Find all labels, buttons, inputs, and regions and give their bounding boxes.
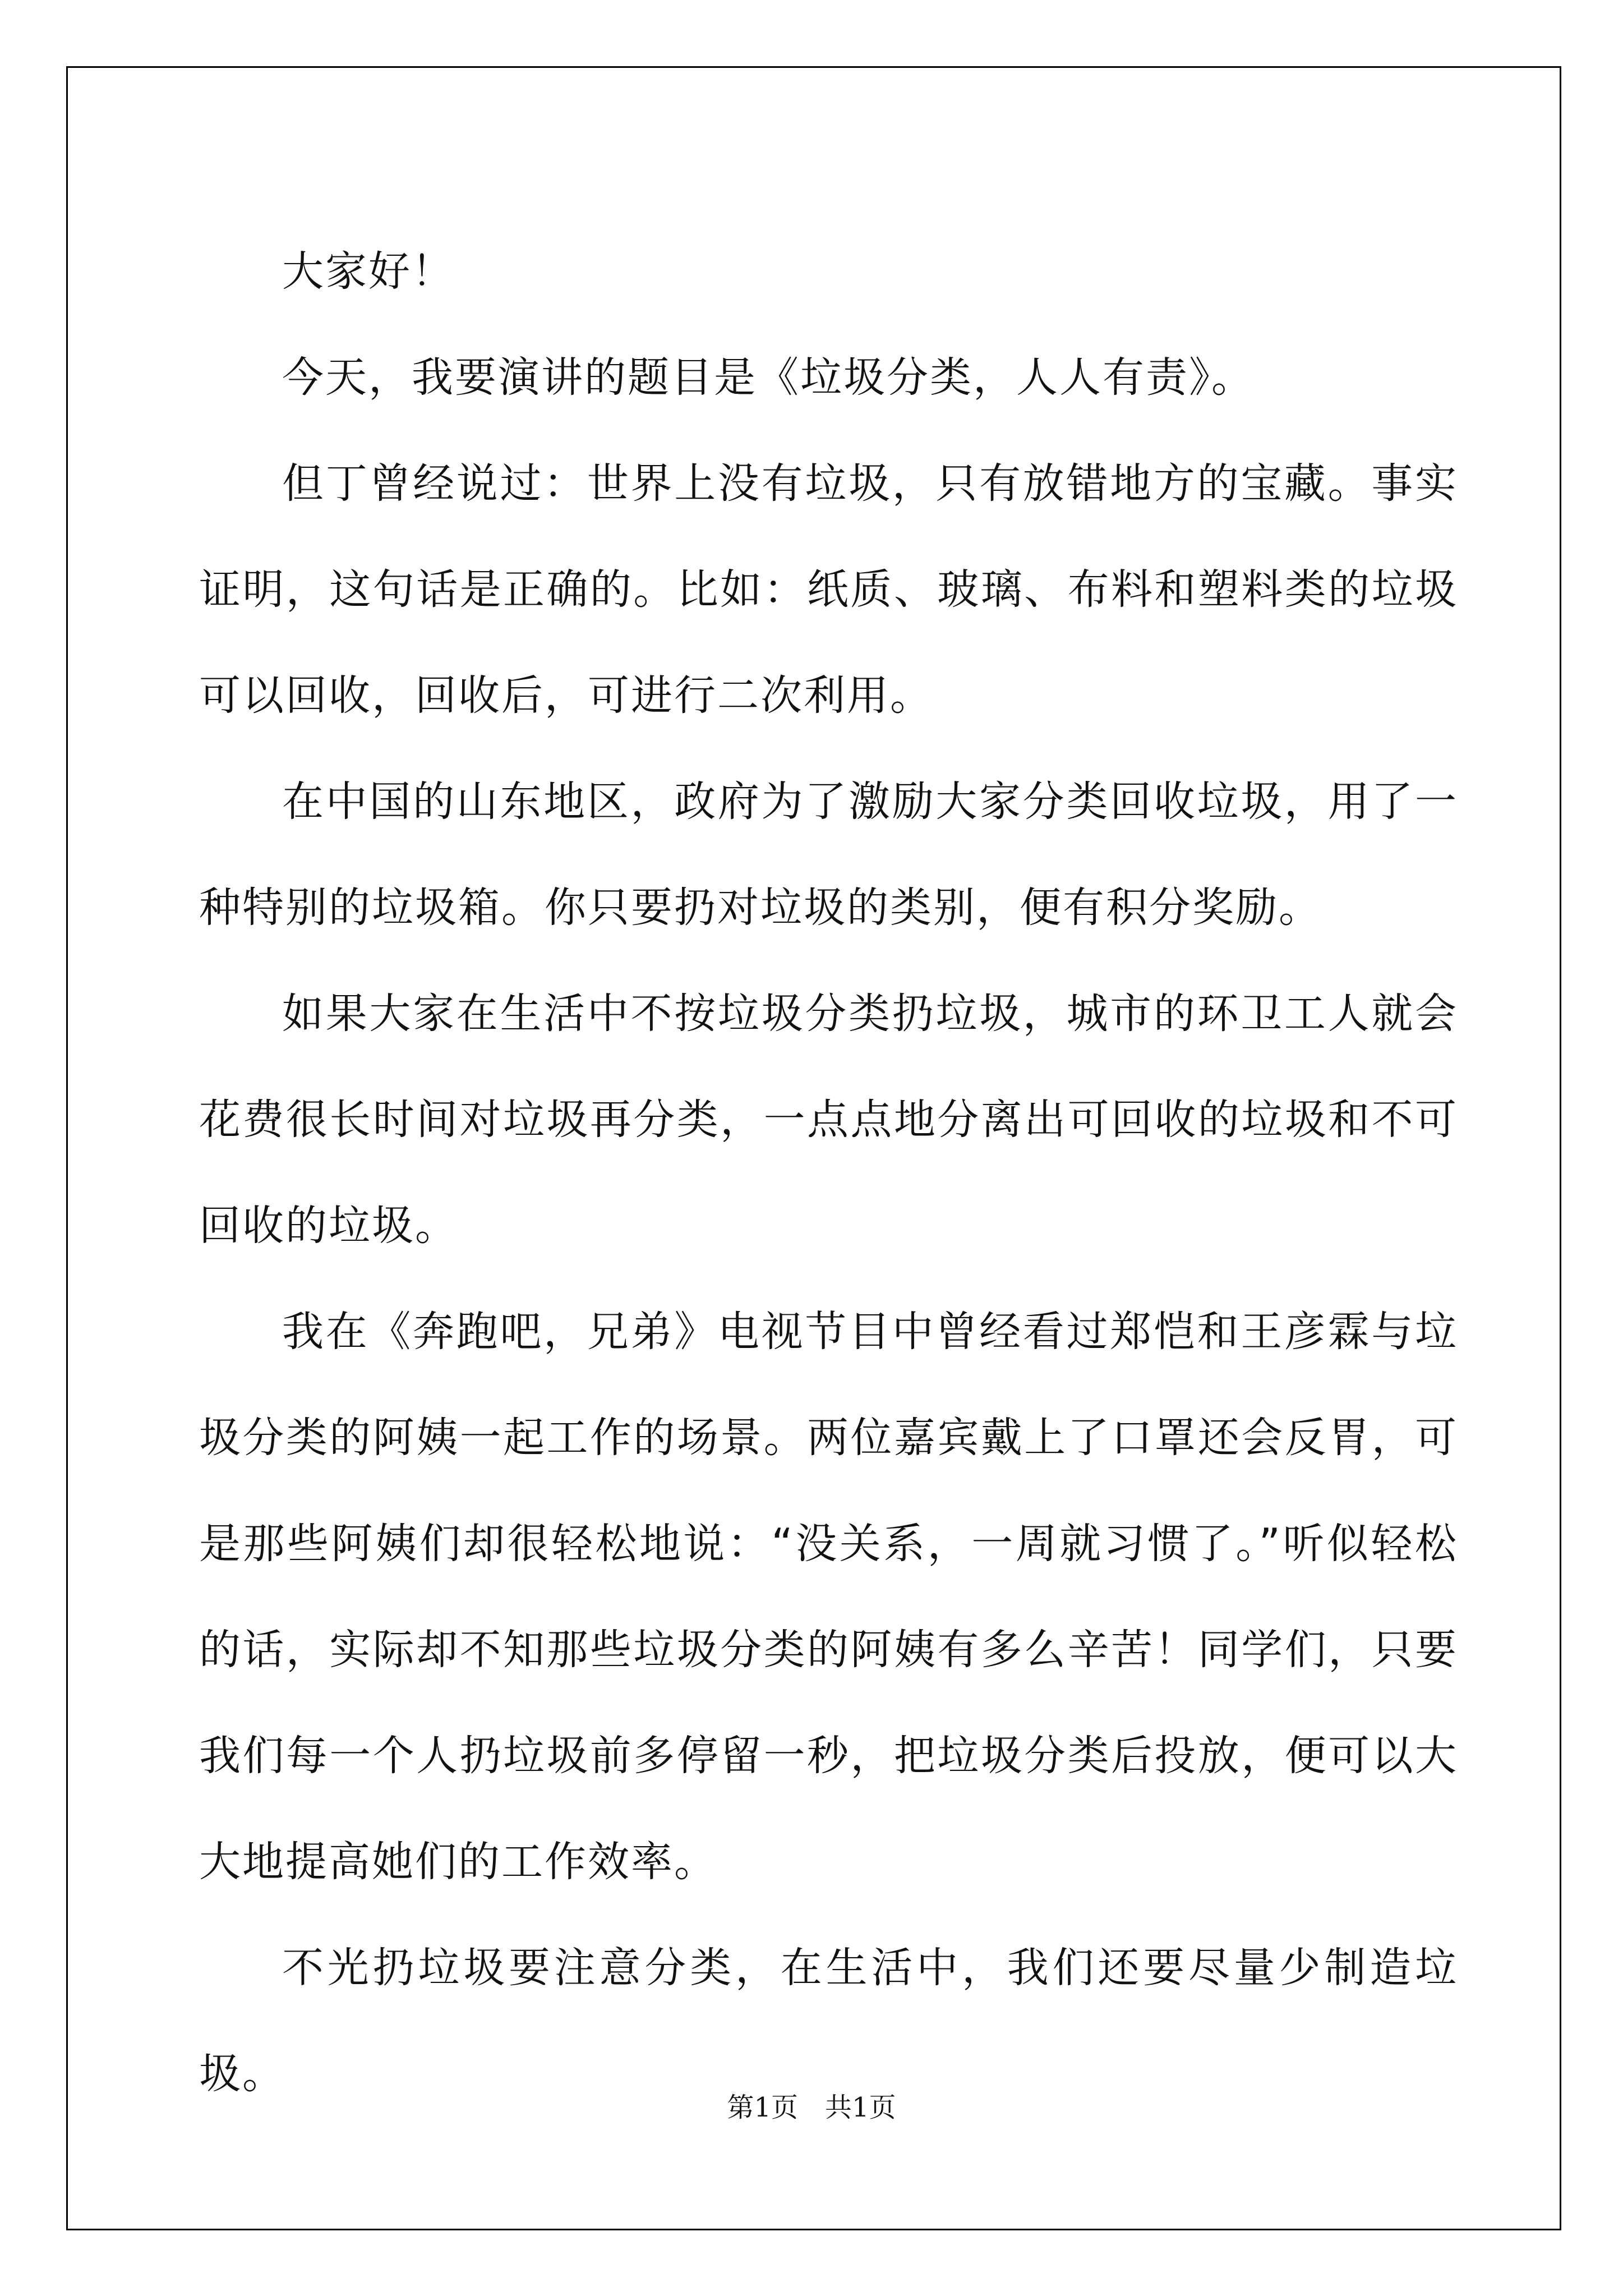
document-body (199, 219, 1458, 2127)
paragraph-topic: 今天，我要演讲的题目是《垃圾分类，人人有责》。 (282, 353, 1255, 402)
page-total: 共1页 (825, 2092, 896, 2123)
paragraph-greeting: 大家好！ (282, 247, 455, 296)
paragraph-reduce-waste: 不光扔垃圾要注意分类，在生活中，我们还要尽量少制造垃圾。 (199, 1944, 1458, 2098)
page-footer (0, 2086, 1623, 2124)
paragraph-sanitation-workers: 如果大家在生活中不按垃圾分类扔垃圾，城市的环卫工人就会花费很长时间对垃圾再分类，一点点地分离出可回收的垃圾和不可回收的垃圾。 (199, 990, 1458, 1250)
paragraph-dante-quote: 但丁曾经说过：世界上没有垃圾，只有放错地方的宝藏。事实证明，这句话是正确的。比如：纸质、玻璃、布料和塑料类的垃圾可以回收，回收后，可进行二次利用。 (199, 459, 1458, 720)
paragraph-tv-show: 我在《奔跑吧，兄弟》电视节目中曾经看过郑恺和王彦霖与垃圾分类的阿姨一起工作的场景。两位嘉宾戴上了口罩还会反胃，可是那些阿姨们却很轻松地说：“没关系，一周就习惯了。”听似轻松的话，实际却不知那些垃圾分类的阿姨有多么辛苦！同学们，只要我们每一个人扔垃圾前多停留一秒，把垃圾分类后投放，便可以大大地提高她们的工作效率。 (199, 1308, 1458, 1886)
paragraph-shandong: 在中国的山东地区，政府为了激励大家分类回收垃圾，用了一种特别的垃圾箱。你只要扔对垃圾的类别，便有积分奖励。 (199, 777, 1458, 932)
page-number: 第1页 (727, 2092, 798, 2123)
